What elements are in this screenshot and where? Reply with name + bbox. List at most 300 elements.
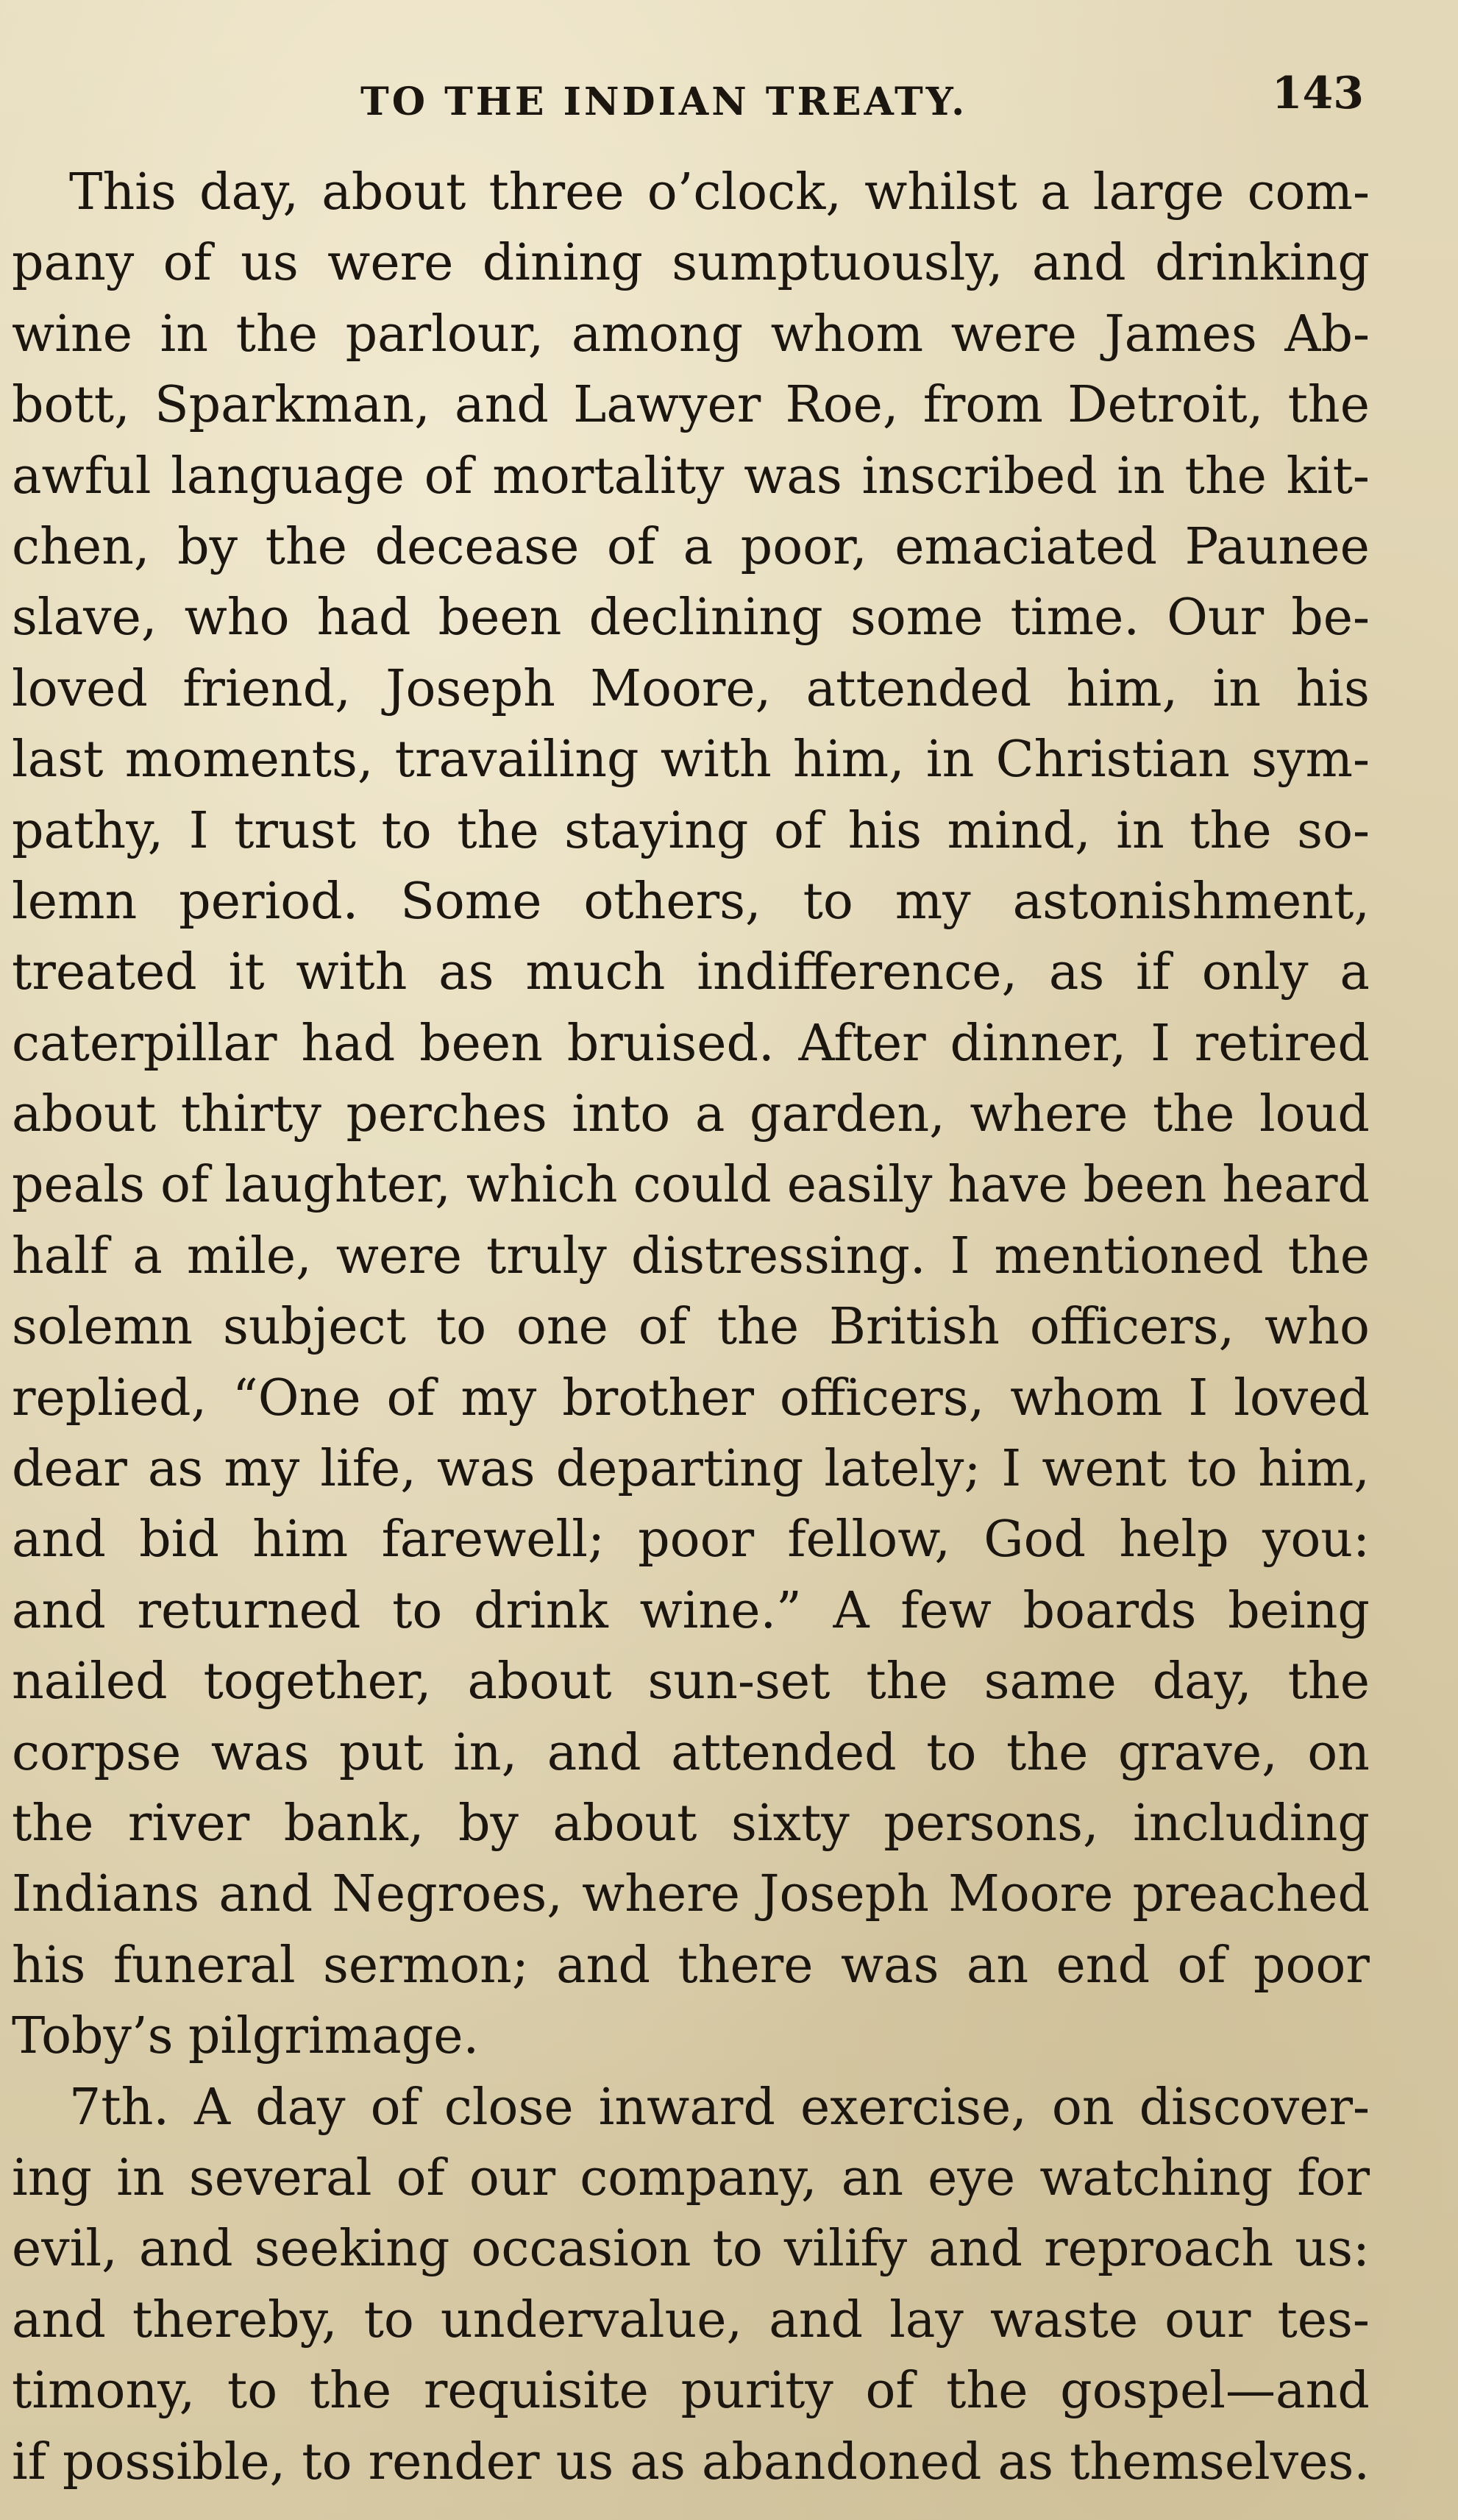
word: on xyxy=(1307,1723,1370,1782)
word: grave, xyxy=(1117,1723,1278,1782)
word: Ab- xyxy=(1284,305,1370,363)
word: departing xyxy=(555,1440,804,1499)
word: time. xyxy=(1010,589,1139,647)
word: to xyxy=(926,1723,977,1782)
word: his xyxy=(12,1936,86,1995)
word: watching xyxy=(1039,2148,1273,2207)
word: James xyxy=(1104,305,1257,363)
word: A xyxy=(194,2078,231,2137)
word: of xyxy=(163,234,212,293)
word: the xyxy=(235,305,319,363)
word: to xyxy=(302,2432,352,2491)
word: slave, xyxy=(12,589,157,647)
text-line xyxy=(12,654,1370,725)
word: from xyxy=(922,376,1043,435)
word: and xyxy=(769,2290,864,2349)
word: in xyxy=(1117,447,1165,505)
word: sermon; xyxy=(322,1936,529,1995)
word: my xyxy=(224,1440,300,1499)
word: I xyxy=(1001,1440,1022,1499)
word: trust xyxy=(234,801,356,860)
word: about xyxy=(12,1085,157,1144)
word: few xyxy=(900,1581,992,1640)
word: in xyxy=(160,305,209,363)
word: Joseph xyxy=(385,659,555,718)
word: a xyxy=(132,1227,163,1285)
word: close xyxy=(444,2078,574,2137)
word: reproach xyxy=(1044,2220,1274,2279)
text-line xyxy=(12,2143,1370,2214)
word: easily xyxy=(786,1156,933,1215)
word: much xyxy=(525,943,666,1002)
word: there xyxy=(678,1936,814,1995)
word: and xyxy=(12,2290,106,2349)
word: as xyxy=(438,943,494,1002)
word: who xyxy=(184,589,290,647)
word: Moore xyxy=(948,1865,1114,1924)
word: to xyxy=(1187,1440,1238,1499)
word: three xyxy=(488,163,625,221)
word: of xyxy=(396,2148,445,2207)
word: loved xyxy=(12,659,148,718)
word: was xyxy=(744,447,842,505)
word: Negroes, xyxy=(332,1865,563,1924)
text-line xyxy=(12,370,1370,441)
word: exercise, xyxy=(800,2078,1027,2137)
word: distressing. xyxy=(630,1227,926,1285)
word: kit- xyxy=(1286,447,1370,505)
word: mind, xyxy=(947,801,1091,860)
word: with xyxy=(296,943,408,1002)
word: company, xyxy=(580,2148,817,2207)
word: of xyxy=(638,1298,687,1357)
word: thirty xyxy=(180,1085,321,1144)
word: him, xyxy=(1066,659,1178,718)
word: dear xyxy=(12,1440,127,1499)
word: the xyxy=(1006,1723,1089,1782)
word: tes- xyxy=(1277,2290,1370,2349)
word: moments, xyxy=(124,731,374,789)
word: preached xyxy=(1132,1865,1370,1924)
word: same xyxy=(984,1653,1117,1711)
word: the xyxy=(309,2362,392,2421)
word: loved xyxy=(1234,1369,1370,1427)
word: 7th. xyxy=(69,2078,169,2137)
word: possible, xyxy=(63,2432,286,2491)
word: the xyxy=(1287,376,1370,435)
word: and xyxy=(218,1865,313,1924)
word: of xyxy=(424,447,473,505)
word: whom xyxy=(770,305,924,363)
word: in xyxy=(925,731,975,789)
word: by xyxy=(458,1794,519,1853)
word: loud xyxy=(1259,1085,1370,1144)
word: of xyxy=(773,801,823,860)
word: an xyxy=(841,2148,904,2207)
word: bank, xyxy=(283,1794,424,1853)
text-line xyxy=(12,1009,1370,1079)
text-line xyxy=(12,1505,1370,1575)
text-line xyxy=(12,2073,1370,2143)
word: an xyxy=(966,1936,1029,1995)
word: help xyxy=(1119,1511,1229,1569)
word: British xyxy=(828,1298,1000,1357)
word: was xyxy=(436,1440,536,1499)
word: solemn xyxy=(12,1298,193,1357)
word: corpse xyxy=(12,1723,182,1782)
word: of xyxy=(865,2362,914,2421)
word: several xyxy=(188,2148,372,2207)
word: where xyxy=(582,1865,741,1924)
word: the xyxy=(457,801,539,860)
text-line xyxy=(12,867,1370,937)
text-line xyxy=(12,2214,1370,2285)
word: and xyxy=(1031,234,1126,293)
word: of xyxy=(160,1156,210,1215)
word: day xyxy=(255,2078,346,2137)
word: to xyxy=(712,2220,763,2279)
text-line xyxy=(12,583,1370,653)
word: ing xyxy=(12,2148,93,2207)
word: sixty xyxy=(731,1794,850,1853)
word: us: xyxy=(1295,2220,1370,2279)
word: persons, xyxy=(883,1794,1099,1853)
word: be- xyxy=(1291,589,1370,647)
word: half xyxy=(12,1227,109,1285)
word: thereby, xyxy=(132,2290,338,2349)
word: seeking xyxy=(254,2220,450,2279)
word: about xyxy=(552,1794,697,1853)
word: replied, xyxy=(12,1369,207,1427)
word: fellow, xyxy=(787,1511,950,1569)
text-line xyxy=(12,1576,1370,1647)
word: retired xyxy=(1194,1014,1370,1073)
word: could xyxy=(633,1156,772,1215)
text-line xyxy=(12,1150,1370,1221)
word: sun-set xyxy=(647,1653,831,1711)
word: parlour, xyxy=(345,305,544,363)
word: period. xyxy=(179,872,359,931)
word: was xyxy=(840,1936,939,1995)
text-line xyxy=(12,512,1370,583)
word: about xyxy=(321,163,466,221)
word: life, xyxy=(320,1440,416,1499)
word: and xyxy=(138,2220,233,2279)
text-line xyxy=(12,937,1370,1008)
word: where xyxy=(970,1085,1128,1144)
word: officers, xyxy=(779,1369,985,1427)
word: our xyxy=(469,2148,556,2207)
word: dining xyxy=(482,234,643,293)
word: I xyxy=(188,801,209,860)
text-line xyxy=(12,2427,1370,2498)
text-line xyxy=(12,228,1370,299)
word: the xyxy=(1287,1227,1370,1285)
word: been xyxy=(419,1014,543,1073)
word: to xyxy=(227,2362,278,2421)
word: travailing xyxy=(394,731,639,789)
word: it xyxy=(228,943,265,1002)
word: his xyxy=(1295,659,1370,718)
word: staying xyxy=(564,801,749,860)
word: mile, xyxy=(186,1227,312,1285)
word: as xyxy=(998,2432,1053,2491)
word: pilgrimage. xyxy=(188,2007,480,2066)
word: to xyxy=(381,801,432,860)
word: dinner, xyxy=(950,1014,1127,1073)
word: perches xyxy=(346,1085,547,1144)
word: requisite xyxy=(423,2362,649,2421)
word: sumptuously, xyxy=(672,234,1003,293)
word: of xyxy=(606,517,655,576)
word: pathy, xyxy=(12,801,164,860)
word: chen, xyxy=(12,517,150,576)
word: Lawyer xyxy=(573,376,761,435)
word: attended xyxy=(806,659,1032,718)
text-line xyxy=(12,441,1370,512)
word: large xyxy=(1092,163,1225,221)
word: abandoned xyxy=(701,2432,982,2491)
text-line xyxy=(12,1789,1370,1859)
text-line xyxy=(12,725,1370,795)
running-head: TO THE INDIAN TREATY. xyxy=(360,79,968,124)
word: truly xyxy=(486,1227,607,1285)
word: were xyxy=(950,305,1077,363)
word: a xyxy=(694,1085,725,1144)
word: bid xyxy=(139,1511,219,1569)
body-text xyxy=(12,157,1370,2498)
word: my xyxy=(895,872,971,931)
text-line xyxy=(12,2356,1370,2427)
word: boards xyxy=(1023,1581,1197,1640)
word: on xyxy=(1051,2078,1114,2137)
word: Detroit, xyxy=(1067,376,1264,435)
word: wine.” xyxy=(639,1581,802,1640)
word: render xyxy=(368,2432,540,2491)
word: so- xyxy=(1297,801,1370,860)
word: end xyxy=(1056,1936,1151,1995)
word: who xyxy=(1265,1298,1370,1357)
text-line xyxy=(12,1221,1370,1292)
word: mentioned xyxy=(994,1227,1264,1285)
word: into xyxy=(572,1085,671,1144)
word: if xyxy=(1136,943,1170,1002)
word: were xyxy=(335,1227,462,1285)
word: I xyxy=(1151,1014,1170,1073)
word: Joseph xyxy=(759,1865,929,1924)
word: This xyxy=(69,163,177,221)
word: Toby’s xyxy=(12,2007,174,2066)
word: about xyxy=(467,1653,612,1711)
word: a xyxy=(1040,163,1070,221)
word: bruised. xyxy=(566,1014,775,1073)
word: drink xyxy=(474,1581,608,1640)
word: indifference, xyxy=(697,943,1018,1002)
word: poor, xyxy=(740,517,867,576)
word: the xyxy=(1189,801,1272,860)
word: whilst xyxy=(864,163,1017,221)
word: some xyxy=(850,589,984,647)
text-line xyxy=(12,1434,1370,1505)
text-line xyxy=(12,1292,1370,1363)
word: lately; xyxy=(824,1440,981,1499)
word: sym- xyxy=(1251,731,1370,789)
word: inward xyxy=(598,2078,775,2137)
word: of xyxy=(386,1369,435,1427)
word: waste xyxy=(989,2290,1139,2349)
word: put xyxy=(338,1723,424,1782)
word: nailed xyxy=(12,1653,168,1711)
word: you: xyxy=(1262,1511,1370,1569)
text-line xyxy=(12,1931,1370,2001)
word: Christian xyxy=(995,731,1230,789)
word: as xyxy=(630,2432,686,2491)
word: Roe, xyxy=(785,376,899,435)
word: poor xyxy=(638,1511,755,1569)
word: went xyxy=(1042,1440,1167,1499)
word: only xyxy=(1201,943,1309,1002)
word: evil, xyxy=(12,2220,118,2279)
word: with xyxy=(660,731,772,789)
word: discover- xyxy=(1139,2078,1370,2137)
word: the xyxy=(1184,447,1267,505)
text-line xyxy=(12,2001,1370,2072)
word: the xyxy=(1287,1653,1370,1711)
word: as xyxy=(147,1440,204,1499)
word: river xyxy=(127,1794,250,1853)
word: as xyxy=(1048,943,1105,1002)
word: to xyxy=(392,1581,443,1640)
word: lay xyxy=(889,2290,964,2349)
word: pany xyxy=(12,234,135,293)
word: treated xyxy=(12,943,197,1002)
word: garden, xyxy=(749,1085,945,1144)
word: my xyxy=(460,1369,537,1427)
word: emaciated xyxy=(895,517,1158,576)
word: officers, xyxy=(1029,1298,1235,1357)
word: us xyxy=(241,234,299,293)
word: themselves. xyxy=(1070,2432,1370,2491)
word: had xyxy=(301,1014,396,1073)
word: and xyxy=(547,1723,641,1782)
word: Indians xyxy=(12,1865,200,1924)
word: brother xyxy=(562,1369,755,1427)
word: which xyxy=(466,1156,618,1215)
word: and xyxy=(12,1511,106,1569)
word: eye xyxy=(928,2148,1016,2207)
text-line xyxy=(12,1079,1370,1150)
text-line xyxy=(12,299,1370,370)
word: have xyxy=(947,1156,1068,1215)
word: together, xyxy=(203,1653,432,1711)
text-line xyxy=(12,1859,1370,1930)
word: us xyxy=(555,2432,614,2491)
page-number: 143 xyxy=(1271,68,1364,119)
word: day, xyxy=(1152,1653,1252,1711)
word: occasion xyxy=(471,2220,691,2279)
word: language xyxy=(171,447,405,505)
word: of xyxy=(1177,1936,1226,1995)
word: purity xyxy=(680,2362,833,2421)
word: caterpillar xyxy=(12,1014,277,1073)
word: was xyxy=(210,1723,310,1782)
word: I xyxy=(950,1227,970,1285)
word: attended xyxy=(671,1723,897,1782)
word: drinking xyxy=(1155,234,1370,293)
word: inscribed xyxy=(861,447,1098,505)
word: in xyxy=(1116,801,1164,860)
word: to xyxy=(435,1298,487,1357)
word: Some xyxy=(400,872,542,931)
word: timony, xyxy=(12,2362,196,2421)
text-line xyxy=(12,2285,1370,2356)
word: of xyxy=(370,2078,419,2137)
word: Moore, xyxy=(590,659,772,718)
word: the xyxy=(866,1653,948,1711)
word: gospel—and xyxy=(1060,2362,1370,2421)
text-line xyxy=(12,1363,1370,1434)
word: the xyxy=(265,517,347,576)
word: one xyxy=(516,1298,608,1357)
word: declining xyxy=(588,589,823,647)
word: him xyxy=(252,1511,349,1569)
word: God xyxy=(984,1511,1087,1569)
word: Paunee xyxy=(1184,517,1370,576)
word: the xyxy=(716,1298,800,1357)
word: whom xyxy=(1010,1369,1163,1427)
word: the xyxy=(946,2362,1028,2421)
word: decease xyxy=(374,517,580,576)
word: if xyxy=(12,2432,46,2491)
word: Our xyxy=(1167,589,1265,647)
text-line xyxy=(12,1647,1370,1717)
word: vilify xyxy=(783,2220,908,2279)
word: by xyxy=(177,517,238,576)
word: lemn xyxy=(12,872,138,931)
word: “One xyxy=(232,1369,361,1427)
word: among xyxy=(571,305,744,363)
word: laughter, xyxy=(224,1156,451,1215)
word: had xyxy=(316,589,411,647)
word: him, xyxy=(1258,1440,1370,1499)
word: last xyxy=(12,731,104,789)
word: subject xyxy=(222,1298,406,1357)
word: were xyxy=(327,234,454,293)
word: friend, xyxy=(182,659,351,718)
word: o’clock, xyxy=(647,163,842,221)
word: in xyxy=(116,2148,165,2207)
word: him, xyxy=(793,731,905,789)
word: Sparkman, xyxy=(154,376,430,435)
word: wine xyxy=(12,305,132,363)
word: been xyxy=(438,589,562,647)
word: I xyxy=(1188,1369,1209,1427)
word: A xyxy=(833,1581,870,1640)
word: farewell; xyxy=(381,1511,605,1569)
word: a xyxy=(683,517,714,576)
text-line xyxy=(12,796,1370,867)
word: day, xyxy=(199,163,299,221)
word: mortality xyxy=(492,447,725,505)
text-line xyxy=(12,157,1370,228)
word: awful xyxy=(12,447,152,505)
word: including xyxy=(1133,1794,1370,1853)
word: com- xyxy=(1247,163,1370,221)
word: in xyxy=(1212,659,1262,718)
word: and xyxy=(12,1581,106,1640)
word: a xyxy=(1340,943,1370,1002)
word: poor xyxy=(1253,1936,1370,1995)
